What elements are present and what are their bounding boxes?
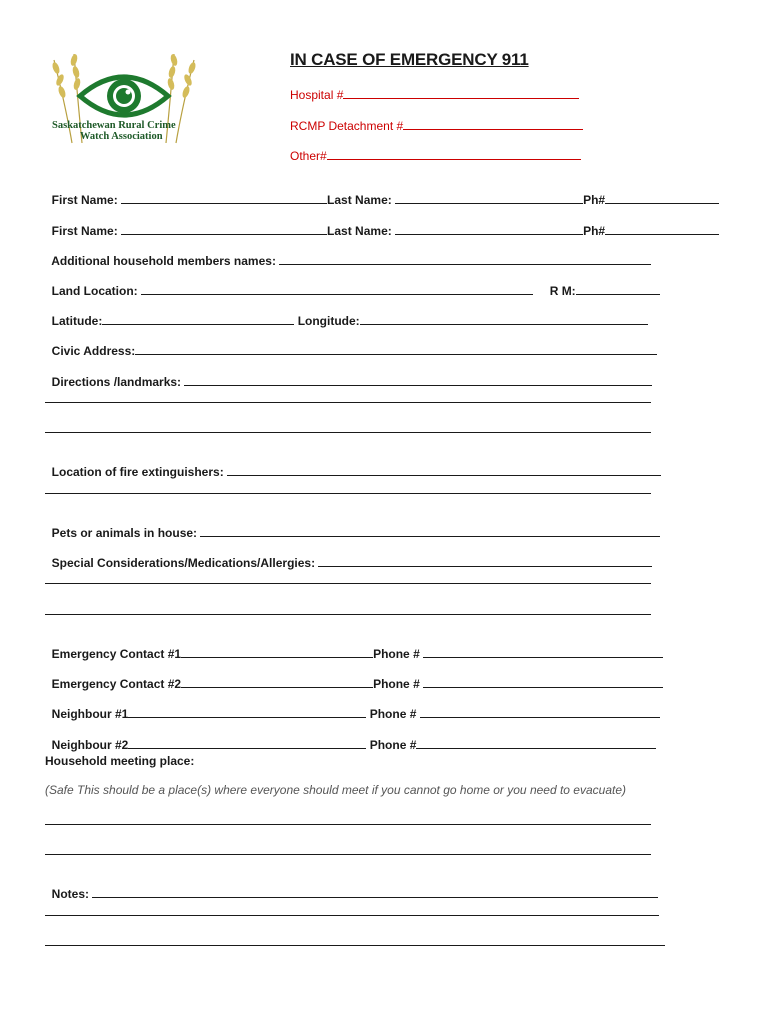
fire-extinguishers-field[interactable] [45,451,661,479]
notes-line-3[interactable] [45,945,665,946]
meeting-place-label: Household meeting place: [45,754,195,768]
notes-label: Notes: [51,887,90,901]
person-row-1[interactable] [45,179,719,207]
emergency-contact-1-field[interactable] [45,633,663,661]
longitude-label: Longitude: [297,314,360,328]
phone-label: Phone # [373,677,420,691]
neighbour-2-field[interactable] [45,724,656,752]
directions-line-2[interactable] [45,402,651,403]
phone-label: Ph# [583,224,606,238]
last-name-label: Last Name: [327,224,392,238]
emergency-contact-2-label: Emergency Contact #2 [51,677,182,691]
association-logo [44,48,204,148]
neighbour-2-label: Neighbour #2 [51,738,129,752]
civic-address-field[interactable] [45,330,657,358]
hospital-field[interactable] [290,88,579,102]
person-row-2[interactable] [45,210,719,238]
civic-address-label: Civic Address: [51,344,136,358]
meeting-line-2[interactable] [45,854,651,855]
household-members-field[interactable] [45,240,651,268]
first-name-label: First Name: [51,224,118,238]
land-location-field[interactable] [45,270,660,298]
first-name-label: First Name: [51,193,118,207]
hospital-label: Hospital # [290,88,344,102]
latitude-longitude-field[interactable] [45,300,648,328]
phone-label: Ph# [583,193,606,207]
emergency-contact-1-label: Emergency Contact #1 [51,647,182,661]
phone-label: Phone # [369,707,417,721]
other-field[interactable] [290,149,581,163]
directions-line-3[interactable] [45,432,651,433]
special-considerations-field[interactable] [45,542,652,570]
last-name-label: Last Name: [327,193,392,207]
logo-line-1: Saskatchewan Rural Crime [52,120,176,131]
neighbour-1-label: Neighbour #1 [51,707,129,721]
emergency-contact-2-field[interactable] [45,663,663,691]
rcmp-label: RCMP Detachment # [290,119,404,133]
special-considerations-label: Special Considerations/Medications/Allergies: [51,556,316,570]
meeting-place-note: (Safe This should be a place(s) where everyone should meet if you cannot go home or you need to evacuate) [45,783,627,797]
special-line-2[interactable] [45,583,651,584]
pets-label: Pets or animals in house: [51,526,198,540]
meeting-line-1[interactable] [45,824,651,825]
neighbour-1-field[interactable] [45,693,660,721]
fire-line-2[interactable] [45,493,651,494]
land-location-label: Land Location: [51,284,138,298]
household-label: Additional household members names: [51,254,276,268]
phone-label: Phone # [373,647,420,661]
rm-label: R M: [549,284,576,298]
pets-field[interactable] [45,512,660,540]
fire-extinguishers-label: Location of fire extinguishers: [51,465,224,479]
rcmp-field[interactable] [290,119,583,133]
other-label: Other# [290,149,327,163]
page-title: IN CASE OF EMERGENCY 911 [290,50,529,69]
directions-field[interactable] [45,361,652,389]
logo-line-2: Watch Association [80,131,163,142]
directions-label: Directions /landmarks: [51,375,182,389]
phone-label: Phone # [369,738,417,752]
special-line-3[interactable] [45,614,651,615]
latitude-label: Latitude: [51,314,103,328]
notes-field[interactable] [45,873,658,901]
notes-line-2[interactable] [45,915,659,916]
